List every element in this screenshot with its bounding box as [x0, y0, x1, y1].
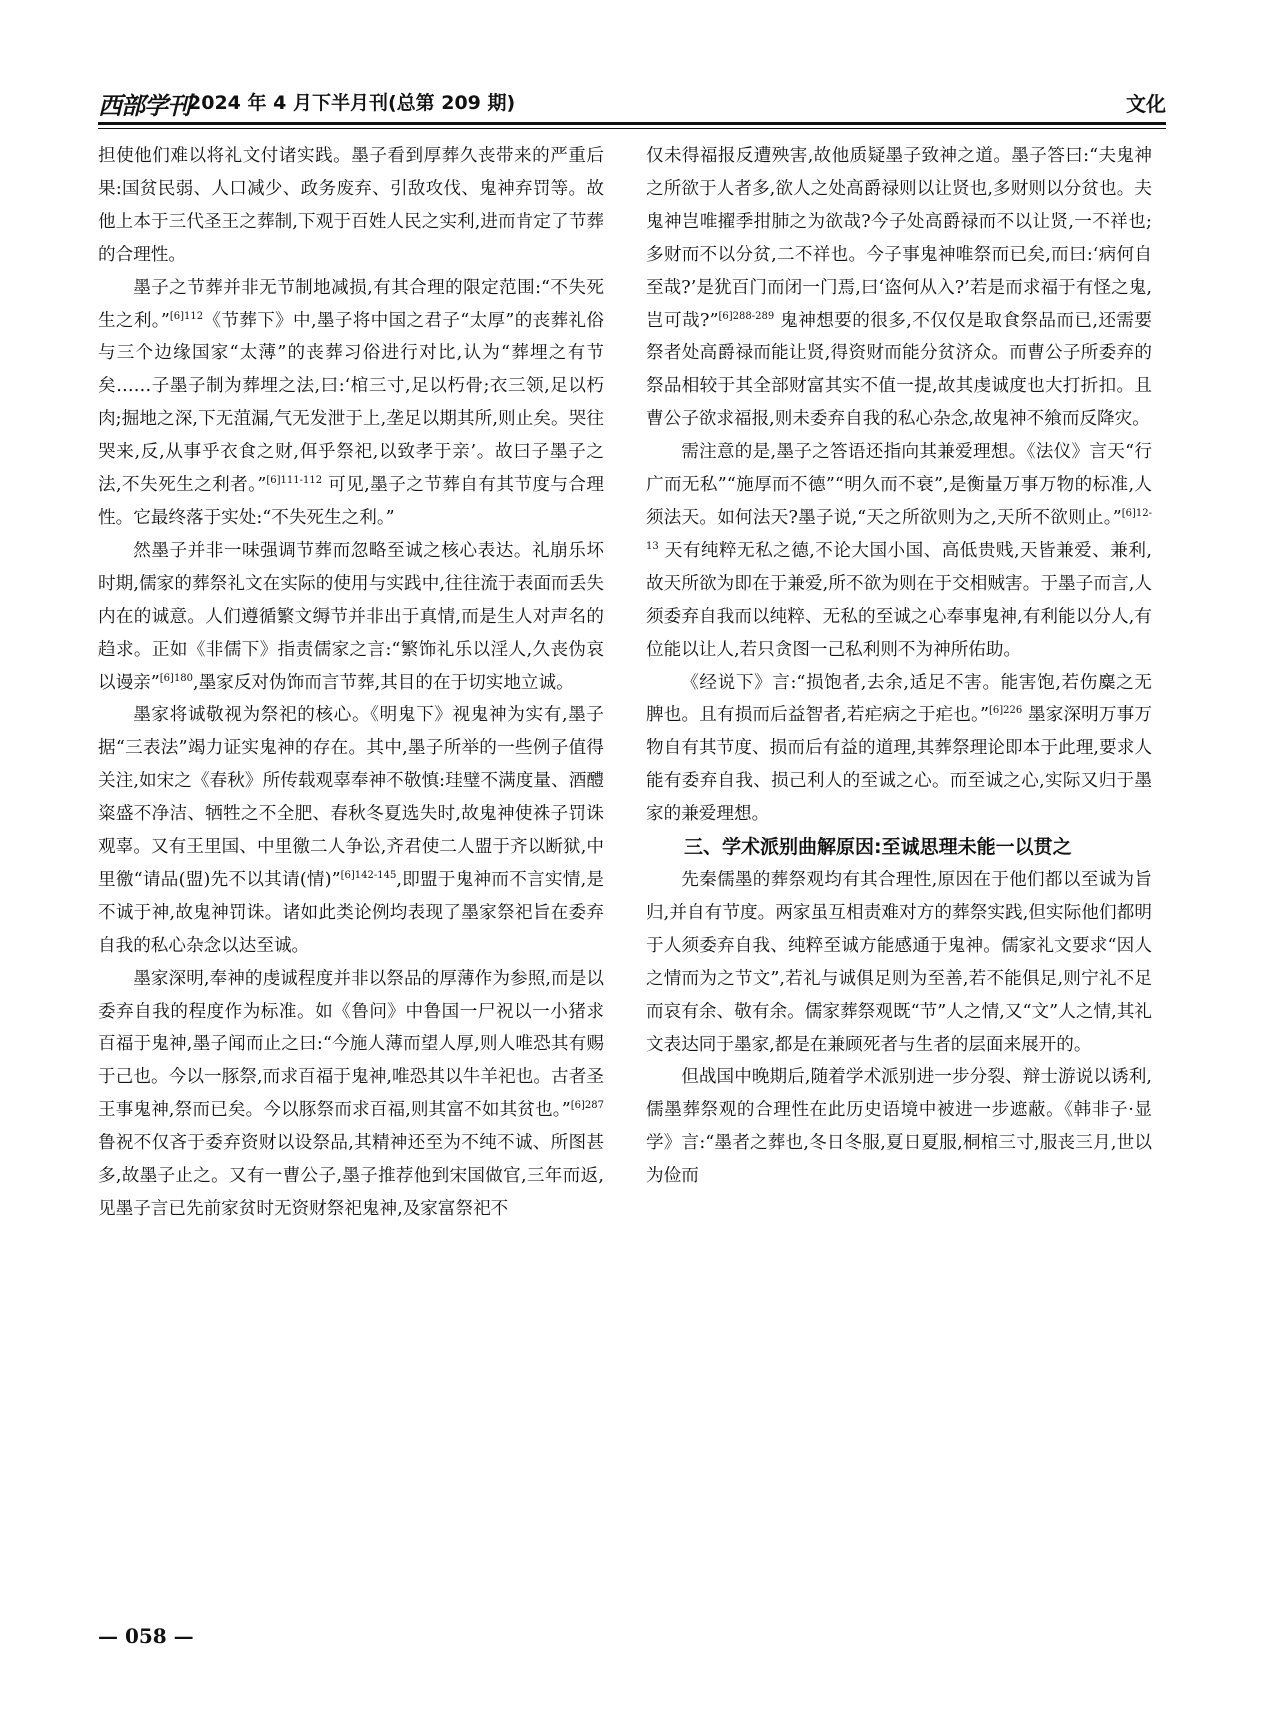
paragraph-text: 《经说下》言:“损饱者,去余,适足不害。能害饱,若伤麋之无脾也。且有损而后益智者,若疟病之于疟也。” [646, 672, 1152, 726]
journal-logo: 西部学刊 [98, 91, 190, 120]
left-column [98, 140, 604, 1226]
header-rule-thin [98, 128, 1166, 129]
citation-superscript: [6]12-13 [646, 507, 1152, 552]
paragraph-text: 墨家深明万事万物自有其节度、损而后有益的道理,其葬祭理论即本于此理,要求人能有委弃自我、损己利人的至诚之心。而至诚之心,实际又归于墨家的兼爱理想。 [646, 705, 1152, 825]
paragraph-text: 需注意的是,墨子之答语还指向其兼爱理想。《法仪》言天“行广而无私”“施厚而不德”“明久而不衰”,是衡量万事万物的标准,人须法天。如何法天?墨子说,“天之所欲则为之,天所不欲则止。” [646, 442, 1152, 528]
right-column [646, 140, 1152, 1193]
section-heading: 三、学术派别曲解原因:至诚思理未能一以贯之 [684, 836, 1072, 859]
paragraph-text: 但战国中晚期后,随着学术派别进一步分裂、辩士游说以诱利,儒墨葬祭观的合理性在此历史语境中被进一步遮蔽。《韩非子·显学》言:“墨者之葬也,冬日冬服,夏日夏服,桐棺三寸,服丧三月,世以为俭而 [646, 1067, 1152, 1187]
paragraph [646, 436, 1152, 666]
paragraph-text: 墨家将诚敬视为祭祀的核心。《明鬼下》视鬼神为实有,墨子据“三表法”竭力证实鬼神的存在。其中,墨子所举的一些例子值得关注,如宋之《春秋》所传载观辜奉神不敬慎:珪璧不满度量、酒醴粢盛不净洁、牺牲之不全肥、春秋冬夏选失时,故鬼神使祩子罚诛观辜。又有王里国、中里徼二人争讼,齐君使二人盟于齐以断狱,中里徼“请品(盟)先不以其请(情)” [98, 705, 604, 890]
citation-superscript: [6]288-289 [718, 310, 775, 322]
paragraph-text: 仅未得福报反遭殃害,故他质疑墨子致神之道。墨子答曰:“夫鬼神之所欲于人者多,欲人之处高爵禄则以让贤也,多财则以分贫也。夫鬼神岂唯擢季拑肺之为欲哉?今子处高爵禄而不以让贤,一不祥也;多财而不以分贫,二不祥也。今子事鬼神唯祭而已矣,而曰:‘病何自至哉?’是犹百门而闭一门焉,曰‘盗何从入?’若是而求福于有怪之鬼,岂可哉?” [646, 146, 1152, 331]
paragraph-text: 墨子之节葬并非无节制地减损,有其合理的限定范围:“不失死生之利。” [98, 277, 604, 331]
paragraph-text: 《节葬下》中,墨子将中国之君子“太厚”的丧葬礼俗与三个边缘国家“太薄”的丧葬习俗进行对比,认为“葬埋之有节矣……子墨子制为葬埋之法,曰:‘棺三寸,足以朽骨;衣三领,足以朽肉;掘地之深,下无菹漏,气无发泄于上,垄足以期其所,则止矣。哭往哭来,反,从事乎衣食之财,佴乎祭祀,以致孝于亲’。故曰子墨子之法,不失死生之利者。” [98, 310, 604, 496]
citation-superscript: [6]142-145 [340, 869, 397, 881]
citation-superscript: [6]111-112 [266, 475, 323, 487]
header-rule [98, 122, 1166, 125]
paragraph [646, 140, 1152, 436]
paragraph-text: 担使他们难以将礼文付诸实践。墨子看到厚葬久丧带来的严重后果:国贫民弱、人口减少、政务废弃、引敌攻伐、鬼神弃罚等。故他上本于三代圣王之葬制,下观于百姓人民之实利,进而肯定了节葬的合理性。 [98, 146, 604, 265]
paragraph [98, 699, 604, 962]
paragraph-text: 鬼神想要的很多,不仅仅是取食祭品而已,还需要祭者处高爵禄而能让贤,得资财而能分贫济众。而曹公子所委弃的祭品相较于其全部财富其实不值一提,故其虔诚度也大打折扣。且曹公子欲求福报,则未委弃自我的私心杂念,故鬼神不飨而反降灾。 [646, 310, 1152, 430]
paragraph-text: 墨家深明,奉神的虔诚程度并非以祭品的厚薄作为参照,而是以委弃自我的程度作为标准。如《鲁问》中鲁国一尸祝以一小猪求百福于鬼神,墨子闻而止之曰:“今施人薄而望人厚,则人唯恐其有赐于己也。今以一豚祭,而求百福于鬼神,唯恐其以牛羊祀也。古者圣王事鬼神,祭而已矣。今以豚祭而求百福,则其富不如其贫也。” [98, 968, 604, 1121]
paragraph [98, 963, 604, 1226]
paragraph-text: 可见,墨子之节葬自有其节度与合理性。它最终落于实处:“不失死生之利。” [98, 475, 605, 528]
paragraph [98, 535, 604, 700]
page-number: — 058 — [98, 1624, 194, 1648]
running-header [98, 86, 1166, 120]
paragraph [98, 140, 604, 272]
paragraph [646, 864, 1152, 1061]
paragraph-text: ,墨家反对伪饰而言节葬,其目的在于切实地立诚。 [193, 672, 574, 693]
paragraph-text: 然墨子并非一味强调节葬而忽略至诚之核心表达。礼崩乐坏时期,儒家的葬祭礼文在实际的使用与实践中,往往流于表面而丢失内在的诚意。人们遵循繁文缛节并非出于真情,而是生人对声名的趋求。正如《非儒下》指责儒家之言:“繁饰礼乐以淫人,久丧伪哀以谩亲” [98, 540, 604, 693]
citation-superscript: [6]287 [570, 1100, 604, 1112]
issue-info: 2024 年 4 月下半月刊(总第 209 期) [188, 92, 516, 114]
paragraph [98, 272, 604, 535]
citation-superscript: [6]226 [988, 705, 1023, 717]
paragraph [646, 1061, 1152, 1193]
paragraph [646, 667, 1152, 832]
citation-superscript: [6]180 [159, 672, 194, 684]
paragraph-text: 天有纯粹无私之德,不论大国小国、高低贵贱,天皆兼爱、兼利,故天所欲为即在于兼爱,所不欲为则在于交相贼害。于墨子而言,人须委弃自我而以纯粹、无私的至诚之心奉事鬼神,有利能以分人,有位能以让人,若只贪图一己私利则不为神所佑助。 [646, 540, 1152, 660]
paragraph-text: 先秦儒墨的葬祭观均有其合理性,原因在于他们都以至诚为旨归,并自有节度。两家虽互相责难对方的葬祭实践,但实际他们都明于人须委弃自我、纯粹至诚方能感通于鬼神。儒家礼文要求“因人之情而为之节文”,若礼与诚俱足则为至善,若不能俱足,则宁礼不足而哀有余、敬有余。儒家葬祭观既“节”人之情,又“文”人之情,其礼文表达同于墨家,都是在兼顾死者与生者的层面来展开的。 [646, 870, 1152, 1055]
paragraph-text: 鲁祝不仅吝于委弃资财以设祭品,其精神还至为不纯不诚、所图甚多,故墨子止之。又有一曹公子,墨子推荐他到宋国做官,三年而返,见墨子言已先前家贫时无资财祭祀鬼神,及家富祭祀不 [98, 1133, 604, 1219]
paragraph-text: ,即盟于鬼神而不言实情,是不诚于神,故鬼神罚诛。诸如此类论例均表现了墨家祭祀旨在委弃自我的私心杂念以达至诚。 [98, 869, 605, 956]
section-name: 文化 [1126, 92, 1166, 116]
citation-superscript: [6]112 [169, 310, 204, 322]
